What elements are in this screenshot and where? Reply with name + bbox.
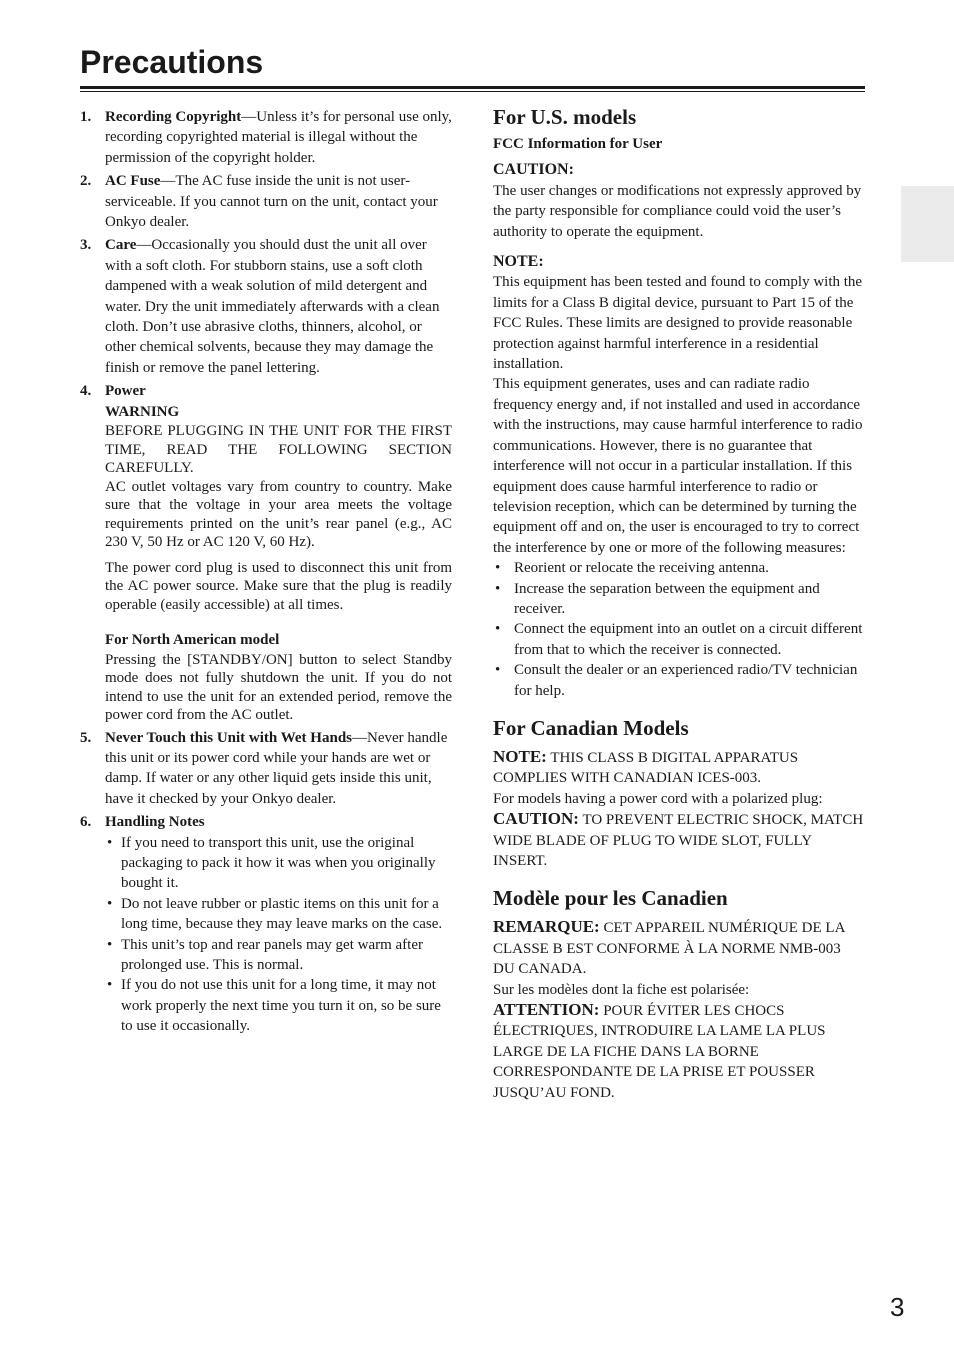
item-text: —Occasionally you should dust the unit all over with a soft cloth. For stubborn stains, use a soft cloth dampened with a weak solution of mild detergent and water. Dry the unit immediately afterwards with a clean cloth. Don’t use abrasive cloths, thinners, alcohol, or other chemical solvents, because they may damage the finish or remove the panel lettering. <box>105 237 440 376</box>
precaution-ac-fuse <box>80 171 452 232</box>
item-heading: Power <box>105 383 146 400</box>
note-label: NOTE: <box>493 253 544 271</box>
list-item: • Increase the separation between the equipment and receiver. <box>493 579 866 620</box>
item-heading: Recording Copyright <box>105 109 242 125</box>
item-number: 5. <box>80 729 92 746</box>
item-heading: AC Fuse <box>105 173 161 190</box>
fcc-measures-list <box>493 558 866 701</box>
attention-label: ATTENTION: <box>493 1000 600 1020</box>
left-column <box>80 107 452 1040</box>
section-tab-marker <box>901 186 954 262</box>
fiche-polarisee-text: Sur les modèles dont la fiche est polarisée: <box>493 981 750 998</box>
canadian-models-section <box>493 715 866 871</box>
title-rule-thick <box>80 86 865 89</box>
item-heading: Handling Notes <box>105 814 205 831</box>
right-column <box>493 104 866 1103</box>
item-number: 2. <box>80 173 92 190</box>
french-canadian-heading: Modèle pour les Canadien <box>493 886 728 911</box>
voltage-text: AC outlet voltages vary from country to country. Make sure that the voltage in your area meets the voltage requirements printed on the unit’s rear panel (e.g., AC 230 V, 50 Hz or AC 120 V, 60 Hz). <box>105 478 452 551</box>
page-title: Precautions <box>80 44 264 80</box>
note-text-1: This equipment has been tested and found to comply with the limits for a Class B digital device, pursuant to Part 15 of the FCC Rules. These limits are designed to provide reasonable protection against harmful interference in a residential installation. <box>493 274 863 373</box>
precaution-recording-copyright <box>80 107 452 168</box>
note-label: NOTE: <box>493 746 547 766</box>
remarque-label: REMARQUE: <box>493 917 600 937</box>
item-text: —Unless it’s for personal use only, recording copyrighted material is illegal without the permission of the copyright holder. <box>105 109 452 166</box>
item-number: 3. <box>80 237 92 254</box>
list-item: • Do not leave rubber or plastic items on this unit for a long time, because they may leave marks on the case. <box>105 894 452 935</box>
warning-label: WARNING <box>105 403 180 420</box>
warning-text: BEFORE PLUGGING IN THE UNIT FOR THE FIRST TIME, READ THE FOLLOWING SECTION CAREFULLY. <box>105 423 452 477</box>
list-item: • If you need to transport this unit, use the original packaging to pack it how it was when you originally bought it. <box>105 833 452 894</box>
polarized-plug-text: For models having a power cord with a polarized plug: <box>493 790 823 807</box>
north-american-text: Pressing the [STANDBY/ON] button to select Standby mode does not fully shutdown the unit. If you do not intend to use the unit for an extended period, remove the power cord from the AC outlet. <box>105 651 452 723</box>
list-item: • Reorient or relocate the receiving antenna. <box>493 558 866 578</box>
precaution-care <box>80 235 452 378</box>
item-text: —Never handle this unit or its power cord while your hands are wet or damp. If water or any other liquid gets inside this unit, have it checked by your Onkyo dealer. <box>105 729 448 807</box>
french-canadian-section <box>493 885 866 1103</box>
precaution-handling-notes <box>80 812 452 1036</box>
north-american-heading: For North American model <box>105 632 280 649</box>
note-text-2: This equipment generates, uses and can radiate radio frequency energy and, if not installed and used in accordance with the instructions, may cause harmful interference to radio communications. However, there is no guarantee that interference will not occur in a particular installation. If this equipment does cause harmful interference to radio or television reception, which can be determined by turning the equipment off and on, the user is encouraged to try to correct the interference by one or more of the following measures: <box>493 376 863 556</box>
list-item: • Connect the equipment into an outlet on a circuit different from that to which the receiver is connected. <box>493 619 866 660</box>
us-models-heading: For U.S. models <box>493 105 637 129</box>
page-number: 3 <box>890 1292 905 1322</box>
item-text: —The AC fuse inside the unit is not user-serviceable. If you cannot turn on the unit, contact your Onkyo dealer. <box>105 173 438 231</box>
item-number: 4. <box>80 383 92 400</box>
caution-text: The user changes or modifications not expressly approved by the party responsible for compliance could void the user’s authority to operate the equipment. <box>493 182 862 240</box>
item-number: 6. <box>80 814 92 831</box>
list-item: • If you do not use this unit for a long time, it may not work properly the next time you turn it on, so be sure to use it occasionally. <box>105 975 452 1036</box>
attention-text: POUR ÉVITER LES CHOCS ÉLECTRIQUES, INTRODUIRE LA LAME LA PLUS LARGE DE LA FICHE DANS LA BORNE CORRESPONDANTE DE LA PRISE ET POUSSER JUSQU’AU FOND. <box>493 1003 826 1101</box>
handling-notes-list <box>105 833 452 1037</box>
precaution-power <box>80 381 452 724</box>
caution-label: CAUTION: <box>493 161 574 179</box>
canadian-models-heading: For Canadian Models <box>493 715 689 740</box>
item-number: 1. <box>80 109 92 125</box>
caution-text: TO PREVENT ELECTRIC SHOCK, MATCH WIDE BLADE OF PLUG TO WIDE SLOT, FULLY INSERT. <box>493 812 864 869</box>
remarque-text: CET APPAREIL NUMÉRIQUE DE LA CLASSE B EST CONFORME À LA NORME NMB-003 DU CANADA. <box>493 920 845 978</box>
item-heading: Never Touch this Unit with Wet Hands <box>105 729 352 746</box>
plug-text: The power cord plug is used to disconnect this unit from the AC power source. Make sure that the plug is readily operable (easily accessible) at all times. <box>105 559 452 613</box>
caution-label: CAUTION: <box>493 809 579 829</box>
precaution-wet-hands <box>80 728 452 810</box>
title-rule-thin <box>80 91 865 92</box>
fcc-heading: FCC Information for User <box>493 136 663 152</box>
list-item: • This unit’s top and rear panels may get warm after prolonged use. This is normal. <box>105 935 452 976</box>
item-heading: Care <box>105 237 137 254</box>
note-text: THIS CLASS B DIGITAL APPARATUS COMPLIES WITH CANADIAN ICES-003. <box>493 749 799 787</box>
list-item: • Consult the dealer or an experienced radio/TV technician for help. <box>493 660 866 701</box>
us-models-section <box>493 104 866 701</box>
